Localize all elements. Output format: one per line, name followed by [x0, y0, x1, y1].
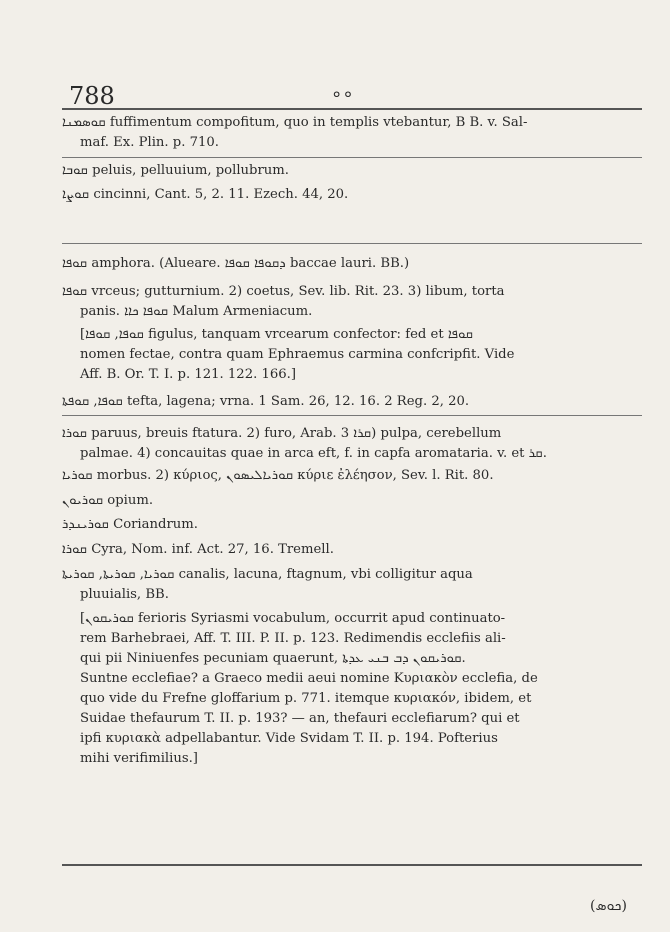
running-head: ܘ ܘ — [333, 86, 352, 101]
entry-line: ipfi κυριακὰ adpellabantur. Vide Svidam T. II. p. 194. Pofterius — [80, 731, 498, 746]
entry-line: quo vide du Frefne gloffarium p. 771. itemque κυριακόν, ibidem, et — [80, 691, 532, 706]
entry-line: ܩܘܪܝܐ, ܩܘܪܝܬܐ, ܩܘܪܝܬܐ canalis, lacuna, ftagnum, vbi colligitur aqua — [62, 567, 473, 582]
entry-line: ܩܘܣܡܢܐ fuffimentum compofitum, quo in templis vtebantur, B B. v. Sal- — [62, 115, 528, 130]
entry-line: Suntne ecclefiae? a Graeco medii aeui nomine Κυριακὸν ecclefia, de — [80, 671, 538, 686]
entry-line: ܩܘܪܝܐ morbus. 2) κύριος, ܩܘܪܝܐܠܝܣܘܢ κύριε ἐλέησον, Sev. l. Rit. 80. — [62, 468, 494, 483]
entry-morbus — [62, 466, 642, 486]
entry-line: ܩܘܪܝܢܕܪ Coriandrum. — [62, 517, 198, 532]
catchword: (ܟܘܣ) — [590, 898, 627, 914]
entry-line: Aff. B. Or. T. I. p. 121. 122. 166.] — [80, 367, 296, 382]
entry-canalis — [62, 565, 642, 605]
entry-fuffimentum — [62, 113, 642, 153]
divider — [62, 243, 642, 244]
entry-paruus — [62, 424, 642, 464]
entry-kuriakon — [62, 609, 642, 769]
entry-line: ܩܘܪܝܘܢ opium. — [62, 493, 154, 508]
entry-line: ܩܘܦܐ amphora. (Alueare. ܕܩܘܦܐ ܩܘܦܐ baccae lauri. BB.) — [62, 256, 410, 271]
entry-line: maf. Ex. Plin. p. 710. — [80, 135, 219, 150]
entry-line: ܩܘܦܐ, ܩܘܦܬܐ tefta, lagena; vrna. 1 Sam. 26, 12. 16. 2 Reg. 2, 20. — [62, 394, 470, 409]
entry-opium — [62, 491, 642, 511]
entry-vrceus — [62, 282, 642, 322]
divider — [62, 157, 642, 158]
entry-line: ܩܘܨܐ cincinni, Cant. 5, 2. 11. Ezech. 44, 20. — [62, 187, 349, 202]
entry-line: qui pii Niniuenfes pecuniam quaerunt, ܩܘܪܝܩܘܢ ܕܒ ܒܢܝ ܥܕܬܐ. — [80, 651, 466, 666]
entry-figulus — [62, 325, 642, 385]
entry-cincinni — [62, 185, 642, 205]
entry-line: [ܩܘܦܐ, ܩܘܦܐ figulus, tanquam vrcearum confector: fed et ܩܘܦܐ — [80, 327, 473, 342]
entry-line: ܩܘܪܐ Cyra, Nom. inf. Act. 27, 16. Tremell. — [62, 542, 334, 557]
page-number: 788 — [69, 82, 115, 110]
entry-line: panis. ܩܘܦܐ ܟܐܐ Malum Armeniacum. — [80, 304, 313, 319]
entry-line: [ܩܘܪܝܩܘܢ ferioris Syriasmi vocabulum, occurrit apud continuato- — [80, 611, 506, 626]
entry-line: palmae. 4) concauitas quae in arca eft, f. in capfa aromataria. v. et ܩܪ. — [80, 446, 547, 461]
entry-coriandrum — [62, 515, 642, 535]
entry-tefta — [62, 392, 642, 412]
entry-line: ܩܘܦܐ vrceus; gutturnium. 2) coetus, Sev. lib. Rit. 23. 3) libum, torta — [62, 284, 505, 299]
entry-line: mihi verifimilius.] — [80, 751, 198, 766]
entry-cyra — [62, 540, 642, 560]
entry-line: Suidae thefaurum T. II. p. 193? — an, thefauri ecclefiarum? qui et — [80, 711, 520, 726]
entry-amphora — [62, 254, 642, 274]
entry-line: pluuialis, BB. — [80, 587, 169, 602]
entry-line: nomen fectae, contra quam Ephraemus carmina confcripfit. Vide — [80, 347, 515, 362]
entry-peluis — [62, 161, 642, 181]
footer-rule — [62, 864, 642, 866]
entry-line: ܩܘܪܐ paruus, breuis ftatura. 2) furo, Arab. ܩܪܐ 3) pulpa, cerebellum — [62, 426, 502, 441]
entry-line: rem Barhebraei, Aff. T. III. P. II. p. 123. Redimendis ecclefiis ali- — [80, 631, 506, 646]
divider — [62, 415, 642, 416]
header-rule — [62, 108, 642, 110]
entry-line: ܩܘܒܐ peluis, pelluuium, pollubrum. — [62, 163, 289, 178]
